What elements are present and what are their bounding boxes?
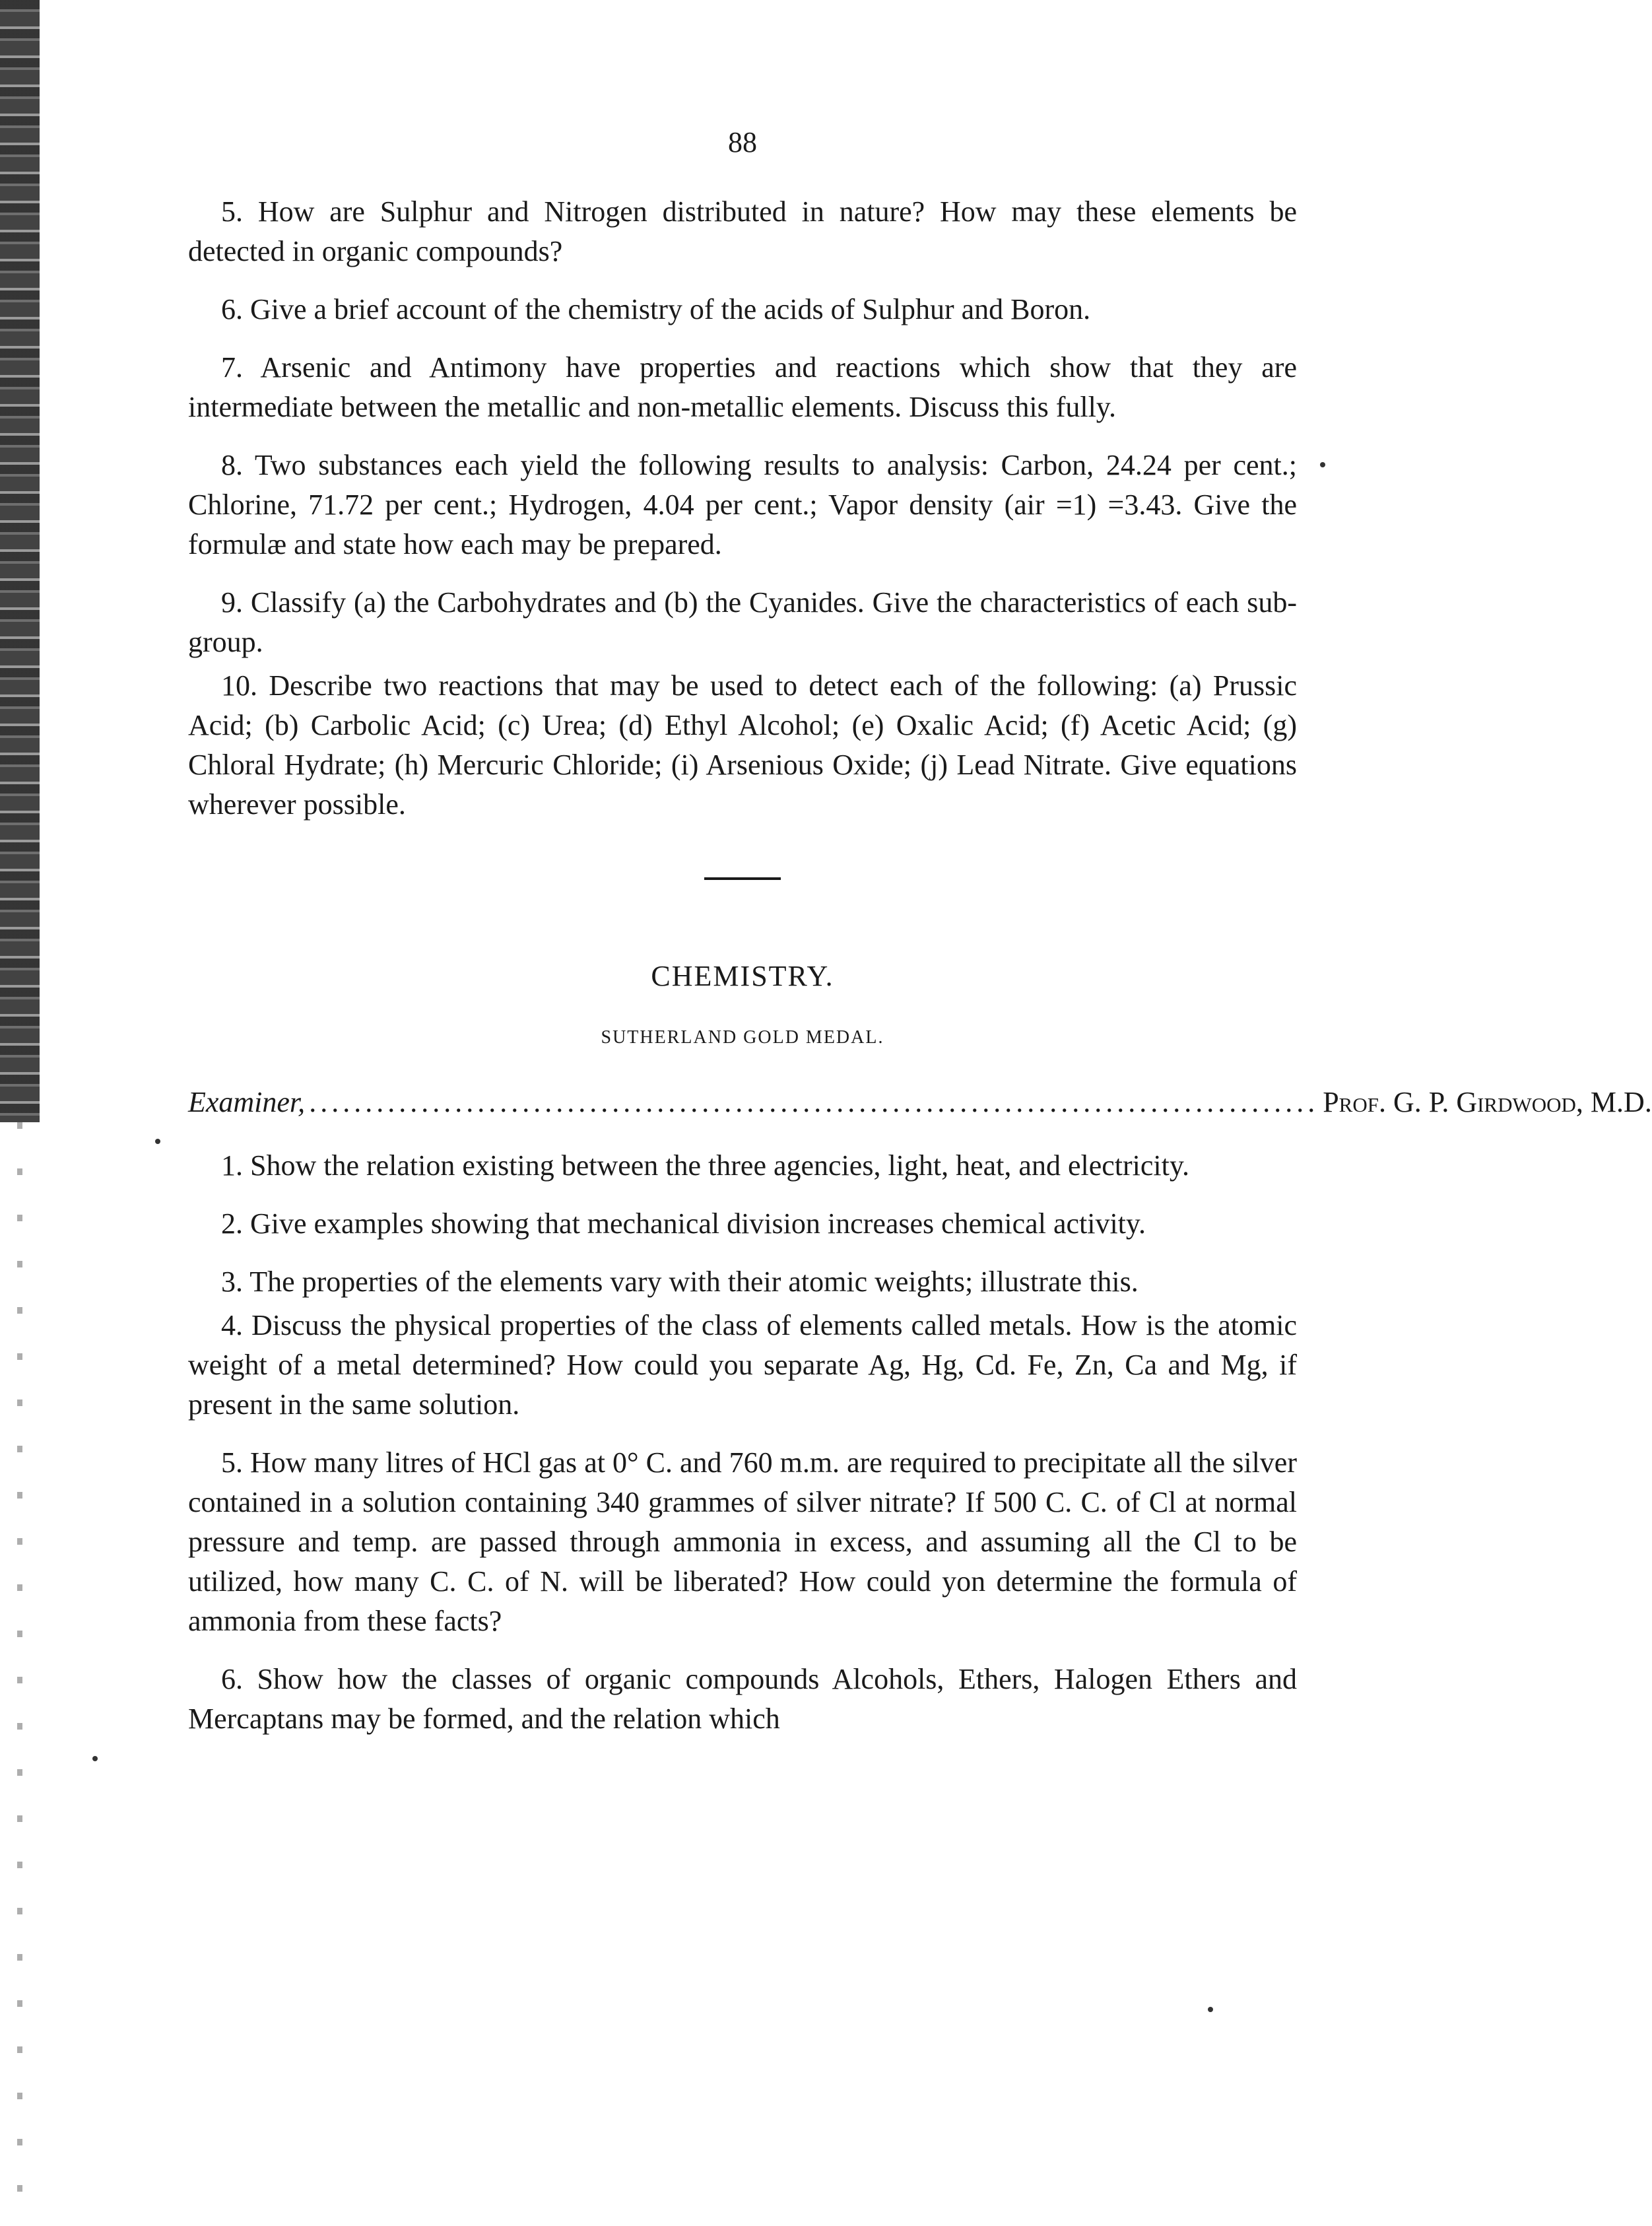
question-item: 5. How are Sulphur and Nitrogen distributed in nature? How may these elements be detected in organic compounds? <box>188 195 1297 267</box>
examiner-name: Prof. G. P. Girdwood, M.D. <box>1323 1086 1652 1118</box>
section-subtitle: SUTHERLAND GOLD MEDAL. <box>601 1027 884 1048</box>
print-speck <box>92 1756 98 1761</box>
question-list-part2 <box>188 1146 1297 1739</box>
question-item: 6. Show how the classes of organic compounds Alcohols, Ethers, Halogen Ethers and Mercaptans may be formed, and the relation which <box>188 1663 1297 1735</box>
scan-edge-marks <box>17 1122 22 2205</box>
question-item: 4. Discuss the physical properties of the class of elements called metals. How is the atomic weight of a metal determined? How could you separate Ag, Hg, Cd. Fe, Zn, Ca and Mg, if present in the same solution. <box>188 1309 1297 1421</box>
section-divider <box>704 877 781 880</box>
question-item: 1. Show the relation existing between the three agencies, light, heat, and electricity. <box>221 1149 1189 1182</box>
examiner-label: Examiner, <box>188 1086 306 1118</box>
examiner-line <box>188 1083 1652 1122</box>
examiner-leader-dots: .......................................................................................... <box>309 1086 1319 1118</box>
print-speck <box>1320 462 1325 467</box>
document-page <box>188 125 1652 1757</box>
scan-edge-shadow <box>0 0 40 1122</box>
question-item: 8. Two substances each yield the following results to analysis: Carbon, 24.24 per cent.; Chlorine, 71.72 per cent.; Hydrogen, 4.04 per cent.; Vapor density (air =1) =3.43. Give the formulæ and state how each may be prepared. <box>188 449 1297 560</box>
question-item: 7. Arsenic and Antimony have properties and reactions which show that they are intermediate between the metallic and non-metallic elements. Discuss this fully. <box>188 351 1297 423</box>
question-item: 3. The properties of the elements vary with their atomic weights; illustrate this. <box>221 1265 1139 1298</box>
page-number: 88 <box>728 126 757 158</box>
question-item: 9. Classify (a) the Carbohydrates and (b) the Cyanides. Give the characteristics of each sub-group. <box>188 586 1297 658</box>
section-title: CHEMISTRY. <box>651 960 834 992</box>
question-item: 10. Describe two reactions that may be used to detect each of the following: (a) Prussic Acid; (b) Carbolic Acid; (c) Urea; (d) Ethyl Alcohol; (e) Oxalic Acid; (f) Acetic Acid; (g) Chloral Hydrate; (h) Mercuric Chloride; (i) Arsenious Oxide; (j) Lead Nitrate. Give equations wherever possible. <box>188 669 1297 821</box>
question-list-part1 <box>188 192 1297 825</box>
print-speck <box>1208 2007 1213 2012</box>
question-item: 2. Give examples showing that mechanical division increases chemical activity. <box>221 1207 1146 1240</box>
print-speck <box>155 1139 160 1144</box>
question-item: 6. Give a brief account of the chemistry of the acids of Sulphur and Boron. <box>221 293 1091 325</box>
question-item: 5. How many litres of HCl gas at 0° C. and 760 m.m. are required to precipitate all the silver contained in a solution containing 340 grammes of silver nitrate? If 500 C. C. of Cl at normal pressure and temp. are passed through ammonia in excess, and assuming all the Cl to be utilized, how many C. C. of N. will be liberated? How could yon determine the formula of ammonia from these facts? <box>188 1446 1297 1637</box>
